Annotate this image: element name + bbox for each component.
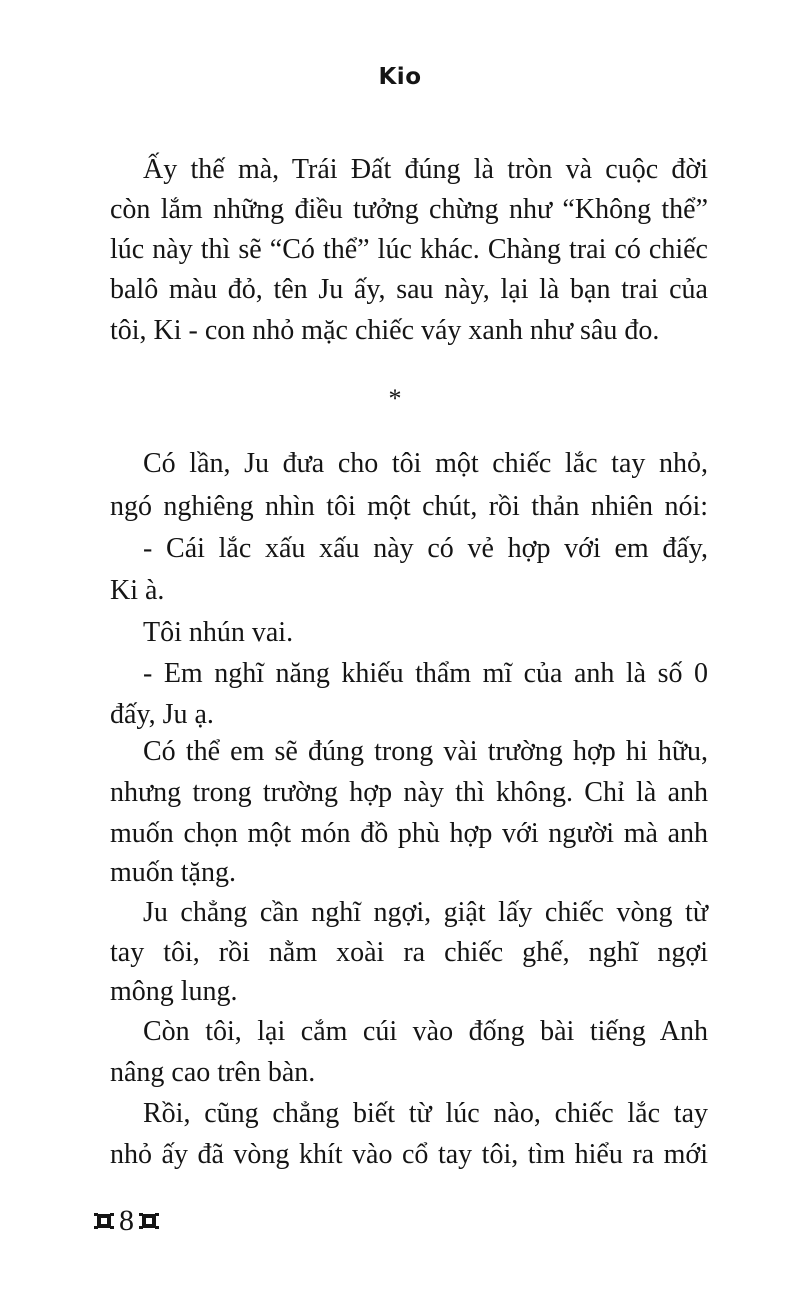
text-line: Có lần, Ju đưa cho tôi một chiếc lắc tay nhỏ, [143,448,708,479]
text-line: muốn chọn một món đồ phù hợp với người mà anh [110,818,708,849]
text-line: nhỏ ấy đã vòng khít vào cổ tay tôi, tìm hiểu ra mới [110,1139,708,1170]
text-line: Ju chẳng cần nghĩ ngợi, giật lấy chiếc vòng từ [143,897,708,928]
text-line: nhưng trong trường hợp này thì không. Chỉ là anh [110,777,708,808]
text-line: Ấy thế mà, Trái Đất đúng là tròn và cuộc đời [143,154,708,185]
text-line: balô màu đỏ, tên Ju ấy, sau này, lại là bạn trai của [110,274,708,305]
text-line: nâng cao trên bàn. [110,1057,316,1088]
text-line: tôi, Ki - con nhỏ mặc chiếc váy xanh như sâu đo. [110,315,660,346]
running-header-title: Kio [378,64,422,90]
text-line: ngó nghiêng nhìn tôi một chút, rồi thản nhiên nói: [110,491,708,522]
text-line: Rồi, cũng chẳng biết từ lúc nào, chiếc lắc tay [143,1098,708,1129]
section-separator: * [388,384,402,413]
text-line: lúc này thì sẽ “Có thể” lúc khác. Chàng trai có chiếc [110,234,708,265]
text-line: muốn tặng. [110,857,236,888]
text-line: Tôi nhún vai. [143,617,294,648]
page-number: 8 [119,1204,134,1237]
text-line: mông lung. [110,976,238,1007]
text-line: - Cái lắc xấu xấu này có vẻ hợp với em đấy, [143,533,708,564]
text-line: - Em nghĩ năng khiếu thẩm mĩ của anh là số 0 [143,658,708,689]
text-line: đấy, Ju ạ. [110,699,214,730]
page-number-footer [94,1203,159,1239]
text-line: Ki à. [110,575,165,606]
text-line: Còn tôi, lại cắm cúi vào đống bài tiếng Anh [143,1016,708,1047]
text-line: tay tôi, rồi nằm xoài ra chiếc ghế, nghĩ ngợi [110,937,708,968]
text-line: Có thể em sẽ đúng trong vài trường hợp hi hữu, [143,736,708,767]
square-knot-ornament-icon [94,1211,114,1231]
square-knot-ornament-icon [139,1211,159,1231]
text-line: còn lắm những điều tưởng chừng như “Không thể” [110,194,708,225]
